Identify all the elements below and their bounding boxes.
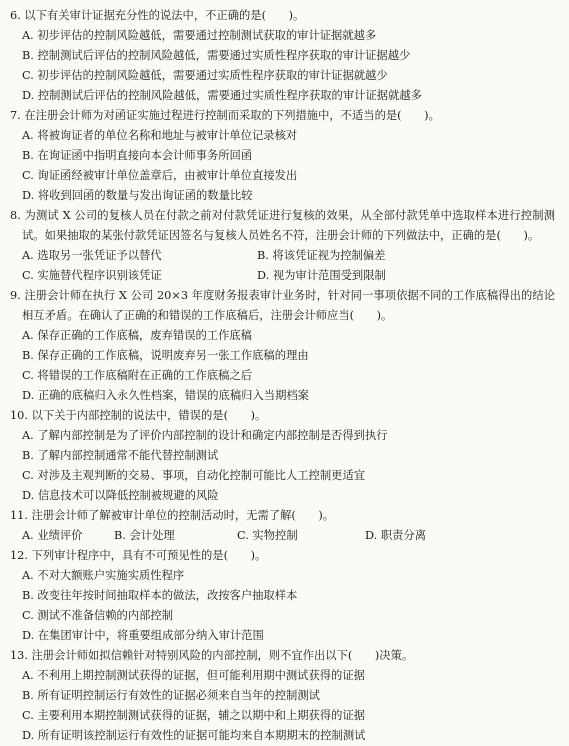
option-c: C. 将错误的工作底稿附在正确的工作底稿之后 xyxy=(22,369,253,382)
question-9 xyxy=(10,286,555,406)
question-stem: 9. 注册会计师在执行 X 公司 20×3 年度财务报表审计业务时，针对同一事项依据不同的工作底稿得出的结论相互矛盾。在确认了正确的和错误的工作底稿后，注册会计师应当( )。 xyxy=(10,289,555,322)
question-stem: 8. 为测试 X 公司的复核人员在付款之前对付款凭证进行复核的效果，从全部付款凭单中选取样本进行控制测试。如果抽取的某张付款凭证因签名与复核人员姓名不符，注册会计师的下列做法中，正确的是( )。 xyxy=(10,209,555,242)
option-d: D. 所有证明该控制运行有效性的证据可能均来自本期期末的控制测试 xyxy=(22,729,366,742)
option-b: B. 控制测试后评估的控制风险越低，需要通过实质性程序获取的审计证据越少 xyxy=(22,49,411,62)
option-b: B. 改变往年按时间抽取样本的做法，改按客户抽取样本 xyxy=(22,589,298,602)
option-b: B. 了解内部控制通常不能代替控制测试 xyxy=(22,449,219,462)
question-stem: 10. 以下关于内部控制的说法中，错误的是( )。 xyxy=(10,409,267,422)
option-a: A. 不对大额账户实施实质性程序 xyxy=(22,569,185,582)
option-d: D. 在集团审计中，将重要组成部分纳入审计范围 xyxy=(22,629,264,642)
option-d: D. 信息技术可以降低控制被规避的风险 xyxy=(22,489,219,502)
question-7 xyxy=(10,106,555,206)
question-stem: 6. 以下有关审计证据充分性的说法中，不正确的是( )。 xyxy=(10,9,305,22)
option-d: D. 控制测试后评估的控制风险越低，需要通过实质性程序获取的审计证据就越多 xyxy=(22,89,422,102)
option-d: D. 正确的底稿归入永久性档案，错误的底稿归入当期档案 xyxy=(22,389,309,402)
option-c: C. 实物控制 xyxy=(237,529,298,542)
question-12 xyxy=(10,546,555,646)
option-b: B. 将该凭证视为控制偏差 xyxy=(257,249,386,262)
question-6 xyxy=(10,6,555,106)
option-b: B. 所有证明控制运行有效性的证据必须来自当年的控制测试 xyxy=(22,689,320,702)
option-c: C. 测试不准备信赖的内部控制 xyxy=(22,609,173,622)
option-c: C. 主要利用本期控制测试获得的证据，辅之以期中和上期获得的证据 xyxy=(22,709,366,722)
option-d: D. 职责分离 xyxy=(365,529,427,542)
option-b: B. 保存正确的工作底稿，说明废弃另一张工作底稿的理由 xyxy=(22,349,309,362)
question-stem: 13. 注册会计师如拟信赖针对特别风险的内部控制，则不宜作出以下( )决策。 xyxy=(10,649,414,662)
option-c: C. 对涉及主观判断的交易、事项，自动化控制可能比人工控制更适宜 xyxy=(22,469,366,482)
option-d: D. 视为审计范围受到限制 xyxy=(257,269,386,282)
option-c: C. 询证函经被审计单位盖章后，由被审计单位直接发出 xyxy=(22,169,298,182)
question-stem: 12. 下列审计程序中，具有不可预见性的是( )。 xyxy=(10,549,267,562)
option-d: D. 将收到回函的数量与发出询证函的数量比较 xyxy=(22,189,253,202)
question-13 xyxy=(10,646,555,746)
question-stem: 7. 在注册会计师为对函证实施过程进行控制而采取的下列措施中，不适当的是( )。 xyxy=(10,109,440,122)
question-10 xyxy=(10,406,555,506)
option-a: A. 不利用上期控制测试获得的证据，但可能利用期中测试获得的证据 xyxy=(22,669,365,682)
option-a: A. 业绩评价 xyxy=(22,529,83,542)
question-stem: 11. 注册会计师了解被审计单位的控制活动时，无需了解( )。 xyxy=(10,509,335,522)
question-11 xyxy=(10,506,555,546)
option-a: A. 保存正确的工作底稿，废弃错误的工作底稿 xyxy=(22,329,252,342)
option-a: A. 选取另一张凭证予以替代 xyxy=(22,249,162,262)
option-a: A. 初步评估的控制风险越低，需要通过控制测试获取的审计证据就越多 xyxy=(22,29,377,42)
option-a: A. 将被询证者的单位名称和地址与被审计单位记录核对 xyxy=(22,129,298,142)
option-b: B. 在询证函中指明直接向本会计师事务所回函 xyxy=(22,149,253,162)
option-b: B. 会计处理 xyxy=(114,529,175,542)
option-a: A. 了解内部控制是为了评价内部控制的设计和确定内部控制是否得到执行 xyxy=(22,429,388,442)
question-8 xyxy=(10,206,555,286)
option-c: C. 实施替代程序识别该凭证 xyxy=(22,269,162,282)
option-c: C. 初步评估的控制风险越低，需要通过实质性程序获取的审计证据就越少 xyxy=(22,69,388,82)
